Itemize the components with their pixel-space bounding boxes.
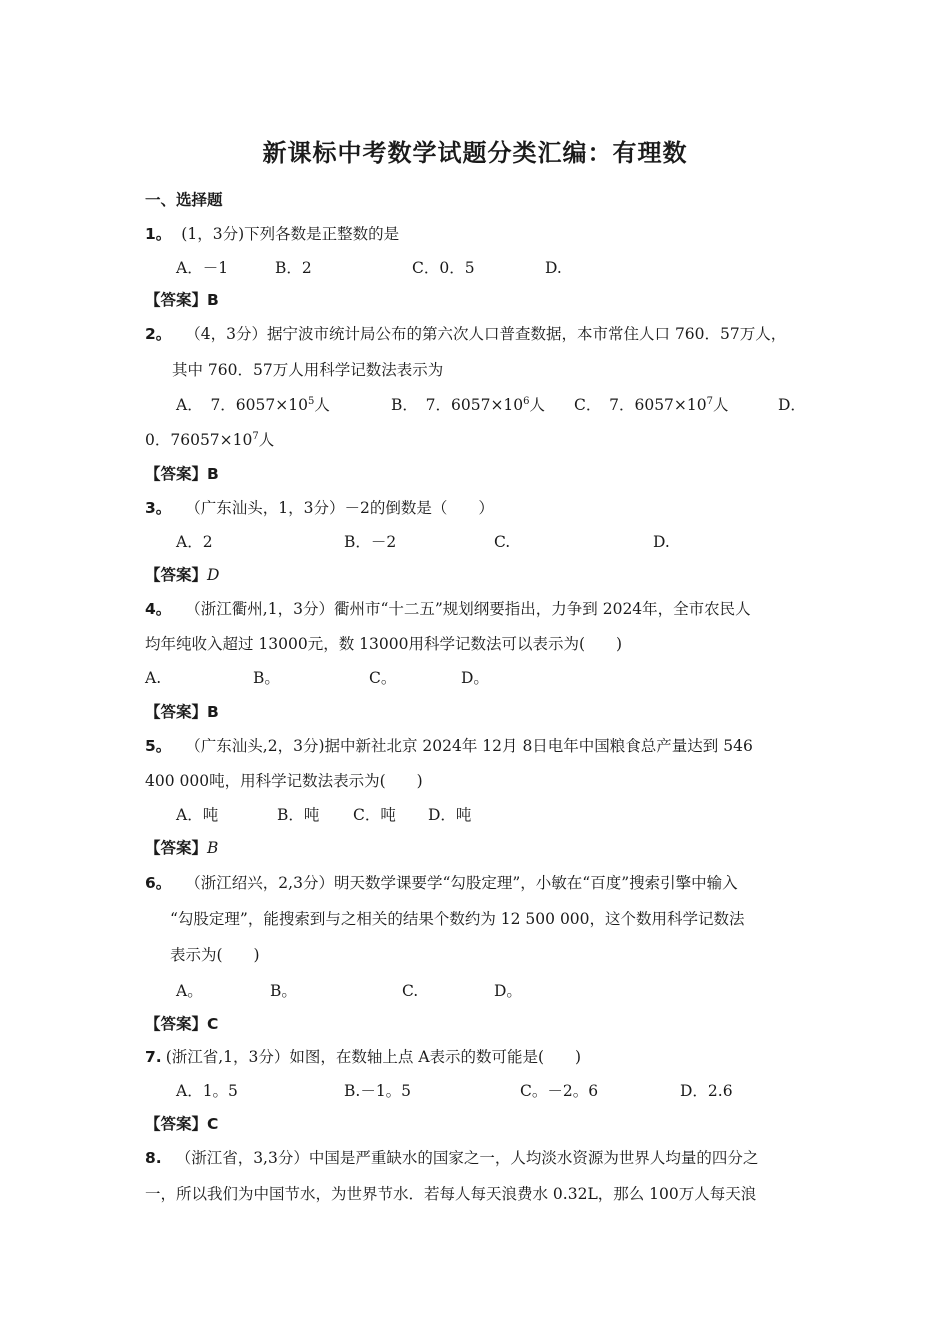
- q6-option-d: D。: [494, 982, 522, 1000]
- q7-option-c: C。－2。6: [520, 1082, 599, 1100]
- q7-answer: 【答案】C: [145, 1115, 219, 1133]
- q2-answer: 【答案】B: [145, 465, 219, 483]
- q7-option-b: B.－1。5: [344, 1082, 412, 1100]
- question-5: 5。 （广东汕头,2，3分)据中新社北京 2024年 12月 8日电年中国粮食总产量达到 546: [145, 737, 753, 755]
- question-3: 3。 （广东汕头，1，3分）－2的倒数是（ ）: [145, 499, 494, 517]
- q7-option-a: A．1。5: [176, 1082, 238, 1100]
- section-heading: 一、选择题: [145, 191, 223, 209]
- q2-option-c: C． 7．$6057\times 10^7$人: [574, 396, 729, 414]
- question-7: 7. (浙江省,1，3分）如图，在数轴上点 A表示的数可能是( ): [145, 1048, 582, 1066]
- q1-option-a: A．－1: [176, 259, 229, 277]
- q3-answer: 【答案】D: [145, 566, 220, 584]
- q1-option-b: B．2: [275, 259, 312, 277]
- q1-option-d: D.: [545, 259, 562, 277]
- question-2: 2。 （4，3分）据宁波市统计局公布的第六次人口普查数据，本市常住人口 760．57万人，: [145, 325, 787, 343]
- question-6-line-3: 表示为( ): [170, 946, 260, 964]
- q4-option-b: B。: [253, 669, 280, 687]
- q3-option-a: A．2: [176, 533, 213, 551]
- question-6-line-2: “勾股定理”，能搜索到与之相关的结果个数约为 12 500 000，这个数用科学记数法: [170, 910, 745, 928]
- q2-option-d: D．: [778, 396, 806, 414]
- q2-option-b: B． 7．$6057\times 10^6$人: [391, 396, 546, 414]
- q5-option-a: A．吨: [176, 806, 219, 824]
- q5-option-b: B．吨: [277, 806, 320, 824]
- q3-option-c: C.: [494, 533, 511, 551]
- page-title: 新课标中考数学试题分类汇编：有理数: [262, 139, 688, 167]
- q2-option-a: A． 7．$6057\times 10^5$人: [176, 396, 330, 414]
- q1-answer: 【答案】B: [145, 291, 219, 309]
- q6-option-c: C.: [402, 982, 419, 1000]
- q4-option-a: A.: [145, 669, 162, 687]
- question-8: 8. （浙江省，3,3分）中国是严重缺水的国家之一，人均淡水资源为世界人均量的四分之: [145, 1149, 759, 1167]
- question-4-line-2: 均年纯收入超过 13000元，数 13000用科学记数法可以表示为( ): [145, 635, 623, 653]
- q6-option-a: A。: [176, 982, 203, 1000]
- question-6: 6。 （浙江绍兴，2,3分）明天数学课要学“勾股定理”，小敏在“百度”搜索引擎中输入: [145, 874, 738, 892]
- q5-answer: 【答案】B: [145, 839, 219, 857]
- question-2-line-2: 其中 760．57万人用科学记数法表示为: [172, 361, 444, 379]
- question-1: 1。 (1，3分)下列各数是正整数的是: [145, 225, 400, 243]
- q3-option-b: B．－2: [344, 533, 397, 551]
- q7-option-d: D．2.6: [680, 1082, 733, 1100]
- question-8-line-2: 一，所以我们为中国节水，为世界节水．若每人每天浪费水 0.32L，那么 100万人每天浪: [145, 1185, 757, 1203]
- q6-answer: 【答案】C: [145, 1015, 219, 1033]
- question-5-line-2: 400 000吨，用科学记数法表示为( ): [145, 772, 423, 790]
- q3-option-d: D.: [653, 533, 670, 551]
- q1-option-c: C．0．5: [412, 259, 475, 277]
- q4-answer: 【答案】B: [145, 703, 219, 721]
- q5-option-c: C．吨: [353, 806, 396, 824]
- q5-option-d: D．吨: [428, 806, 472, 824]
- q2-option-d-value: 0．$76057\times 10^7$人: [145, 431, 275, 449]
- q4-option-c: C。: [369, 669, 397, 687]
- q4-option-d: D。: [461, 669, 489, 687]
- q6-option-b: B。: [270, 982, 297, 1000]
- question-4: 4。 （浙江衢州,1，3分）衢州市“十二五”规划纲要指出，力争到 2024年，全市农民人: [145, 600, 751, 618]
